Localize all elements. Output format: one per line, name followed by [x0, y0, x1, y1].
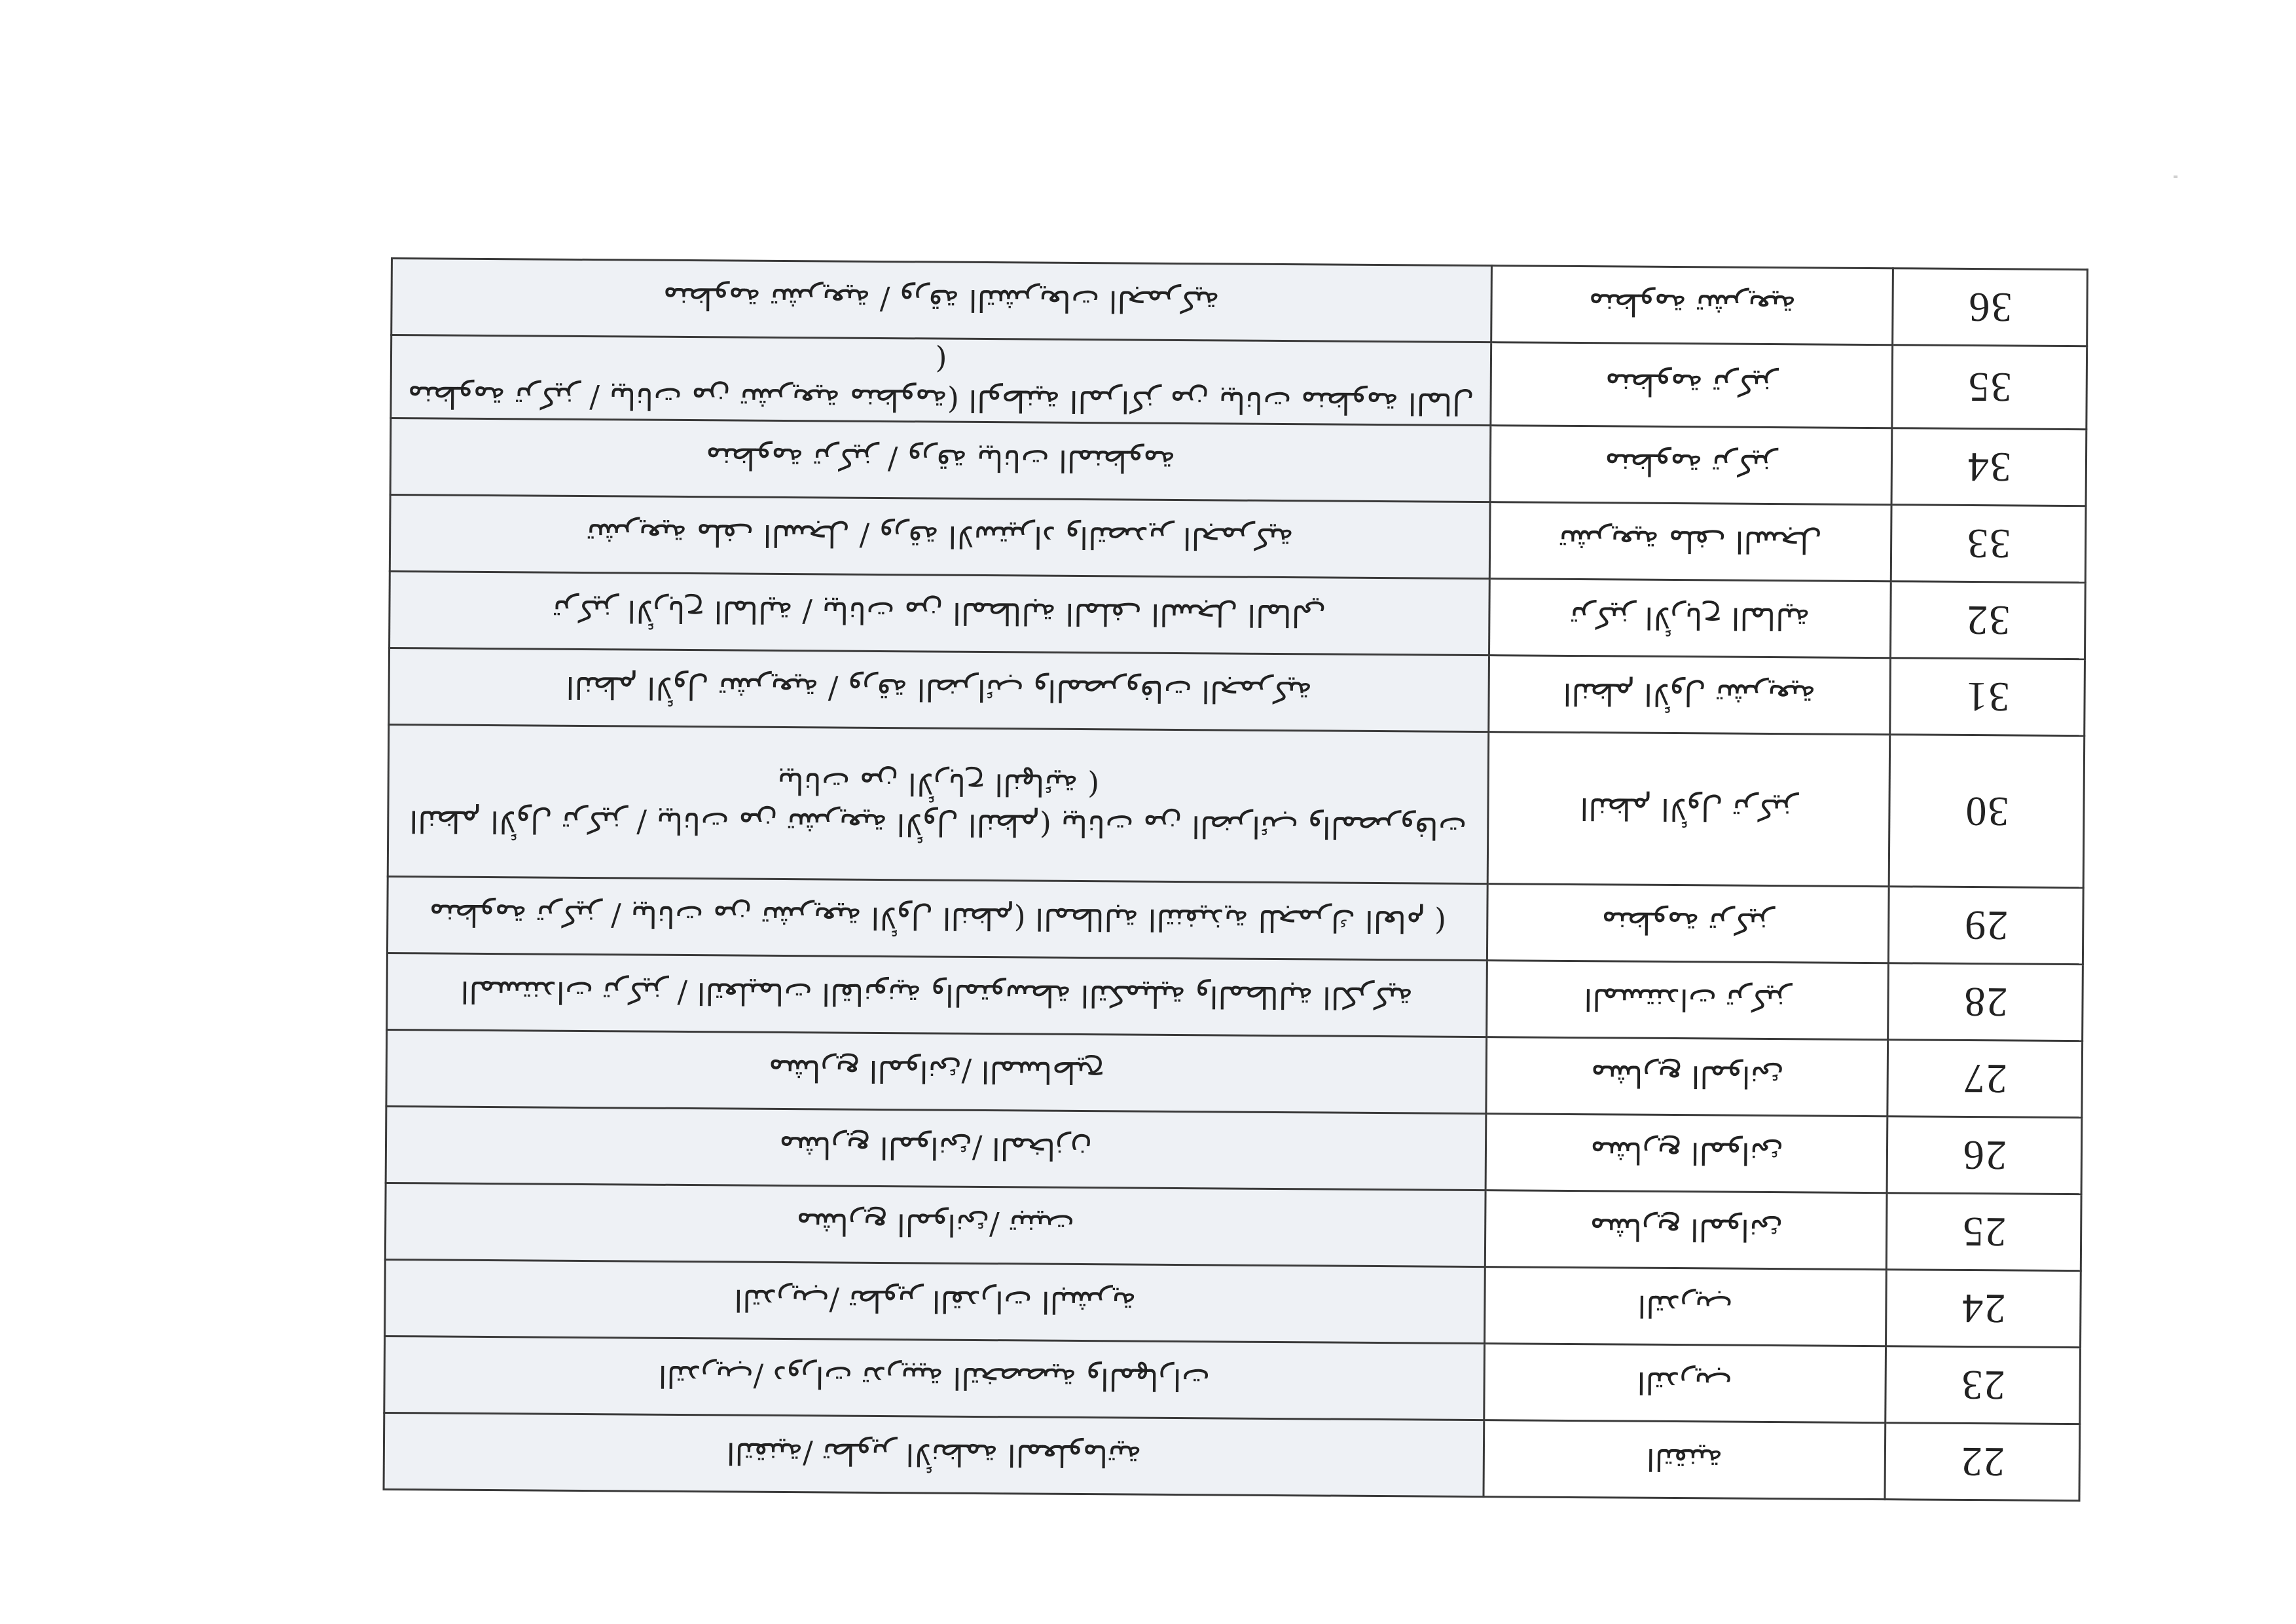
row-number-cell	[1891, 428, 2086, 506]
description-text: ﺗﺮﻛﻴﺰ ﺍﻷﺭﺑﺎﺡ ﺍﻟﻤﺎﻟﻴﺔ / ﺑﻴﺎﻧﺎﺕ ﻣﻦ ﺍﻟﻤﻄﺎﻟﺒﺔ ﺍﻟﻤﻠﻒ ﺍﻟﺴﺠﻞ ﺍﻟﻤﺎﻟﻲ	[553, 593, 1326, 634]
row-number: 22	[1959, 1439, 2005, 1486]
category-text: ﺍﻟﻨﻈﻢ ﺍﻷﻭﻝ ﺗﺸﺮﻳﻌﻴﺔ	[1563, 676, 1816, 714]
description-text: ﺍﻟﻤﺴﺘﻨﺪﺍﺕ ﺗﺮﻛﻴﺰ / ﺍﻟﺘﻌﻠﻴﻤﺎﺕ ﺍﻟﻘﺎﻧﻮﻧﻴﺔ ﻭﺍﻟﻤﺘﻮﺳﻄﺔ ﺍﻟﺘﻜﻤﻴﻠﻴﺔ ﻭﺍﻟﻤﻄﺎﻟﺒﺔ ﺍﻟﻜﺮﻛﻴﺔ	[460, 974, 1413, 1016]
category-text: ﺍﻟﺘﻘﻨﻴﺔ	[1646, 1441, 1723, 1478]
table-row	[387, 953, 2083, 1041]
table-row	[390, 418, 2086, 506]
category-text: ﻣﺸﺎﺭﻳﻊ ﺍﻟﻤﻮﺍﻧﺊ	[1589, 1211, 1783, 1249]
category-text: ﻣﺸﺎﺭﻳﻊ ﺍﻟﻤﻮﺍﻧﺊ	[1590, 1135, 1783, 1172]
row-number-cell	[1886, 1193, 2081, 1271]
description-cell	[385, 1183, 1485, 1267]
category-cell	[1484, 1344, 1886, 1423]
description-text: ﺍﻟﻨﻈﻢ ﺍﻷﻭﻝ ﺗﺸﺮﻳﻌﻴﺔ / ﻭﺭﻗﺔ ﺍﻟﻀﺮﺍﺋﺐ ﻭﺍﻟﻤﺼﺮﻭﻓﺎﺕ ﺍﻟﺠﻤﺮﻛﻴﺔ	[566, 670, 1313, 710]
row-number-cell	[1889, 735, 2085, 888]
table-row	[390, 572, 2086, 659]
row-number-cell	[1885, 1423, 2080, 1501]
row-number-cell	[1893, 268, 2088, 346]
category-text: ﺗﺮﻛﻴﺰ ﺍﻷﺭﺑﺎﺡ ﺍﻟﻤﺎﻟﻴﺔ	[1570, 600, 1810, 637]
scan-speck	[2174, 175, 2178, 178]
row-number-cell	[1887, 1116, 2082, 1194]
table-row	[385, 1260, 2081, 1348]
category-cell	[1490, 426, 1892, 505]
description-text: ﻣﺸﺎﺭﻳﻊ ﺍﻟﻤﻮﺍﻧﺊ/ ﺍﻟﻤﺴﺎﻃﻴﺢ	[768, 1053, 1105, 1091]
description-cell	[389, 648, 1489, 732]
row-number: 23	[1960, 1362, 2005, 1409]
row-number: 30	[1964, 788, 2009, 836]
category-text: ﻣﻨﻈﻮﻣﺔ ﺗﺸﺮﻳﻌﻴﺔ	[1588, 287, 1796, 324]
table-row	[391, 335, 2087, 430]
description-text: ﻣﺸﺎﺭﻳﻊ ﺍﻟﻤﻮﺍﻧﺊ/ ﺍﻟﻤﺨﺎﺯﻥ	[779, 1130, 1093, 1168]
description-cell	[390, 495, 1490, 579]
category-text: ﻣﻨﻈﻮﻣﺔ ﺗﺮﻛﻴﺰ	[1605, 367, 1778, 404]
description-text: ﻣﻨﻈﻮﻣﺔ ﺗﺮﻛﻴﺰ / ﻭﺭﻗﺔ ﺑﻴﺎﻧﺎﺕ ﺍﻟﻤﻨﻈﻮﻣﺔ	[705, 441, 1176, 480]
description-text: ﻣﻨﻈﻮﻣﺔ ﺗﺸﺮﻳﻌﻴﺔ / ﻭﺭﻗﺔ ﺍﻟﺘﺸﺮﻳﻌﺎﺕ ﺍﻟﺠﻤﺮﻛﻴﺔ	[663, 280, 1220, 320]
category-text: ﺍﻟﺘﺪﺭﻳﺐ	[1637, 1365, 1733, 1401]
description-text: ﺍﻟﻨﻈﻢ ﺍﻷﻭﻝ ﺗﺮﻛﻴﺰ / ﺑﻴﺎﻧﺎﺕ ﻣﻦ ﺗﺸﺮﻳﻌﻴﺔ ﺍﻷﻭﻝ ﺍﻟﻨﻈﻢ) ﺑﻴﺎﻧﺎﺕ ﻣﻦ ﺍﻟﻀﺮﺍﺋﺐ ﻭﺍﻟﻤﺼﺮﻭﻓﺎﺕ ﺑﻴﺎﻧﺎﺕ ﻣﻦ ﺍﻷﺭﺑﺎﺡ ﺍﻟﻨﻬﺎﺋﻴﺔ )	[409, 765, 1467, 846]
category-cell	[1485, 1267, 1887, 1346]
table-row	[388, 725, 2084, 888]
row-number-cell	[1890, 581, 2085, 659]
category-cell	[1484, 1420, 1886, 1500]
description-cell	[384, 1413, 1484, 1497]
description-text: ﻣﺸﺎﺭﻳﻊ ﺍﻟﻤﻮﺍﻧﺊ/ ﺗﺒﻨﻴﺖ	[796, 1206, 1075, 1244]
table-row	[386, 1107, 2082, 1194]
category-cell	[1491, 342, 1893, 428]
row-number-cell	[1886, 1270, 2081, 1348]
table-row	[389, 648, 2085, 736]
table-row	[384, 1413, 2080, 1501]
row-number: 26	[1961, 1132, 2007, 1179]
description-cell	[390, 418, 1491, 502]
category-cell	[1489, 502, 1891, 581]
row-number-cell	[1887, 1040, 2083, 1118]
table-row	[385, 1183, 2081, 1271]
row-number: 29	[1963, 902, 2009, 950]
description-text: ﻣﻨﻈﻮﻣﺔ ﺗﺮﻛﻴﺰ / ﺑﻴﺎﻧﺎﺕ ﻣﻦ ﺗﺸﺮﻳﻌﻴﺔ ﺍﻷﻭﻝ ﺍﻟﻨﻈﻢ) ﺍﻟﻤﻄﺎﻟﺒﺔ ﺍﻟﺘﻨﻔﻴﺬﻳﺔ ﻟﻠﺠﻤﺮﻙ ﺍﻟﻌﺎﻡ )	[428, 897, 1446, 940]
category-text: ﻣﻨﻈﻮﻣﺔ ﺗﺮﻛﻴﺰ	[1601, 905, 1775, 942]
category-cell	[1487, 884, 1889, 963]
category-text: ﺍﻟﺘﺪﺭﻳﺐ	[1637, 1288, 1734, 1325]
description-text: ﺗﺸﺮﻳﻌﻴﺔ ﻣﻠﻒ ﺍﻟﺴﺠﻞ / ﻭﺭﻗﺔ ﺍﻻﺳﺘﻴﺮﺍﺩ ﻭﺍﻟﺘﺼﺪﻳﺮ ﺍﻟﺠﻤﺮﻛﻴﺔ	[586, 517, 1294, 557]
category-text: ﺗﺸﺮﻳﻌﻴﺔ ﻣﻠﻒ ﺍﻟﺴﺠﻞ	[1559, 523, 1823, 561]
row-number-cell	[1892, 345, 2087, 430]
row-number: 33	[1965, 521, 2011, 568]
row-number: 31	[1965, 674, 2010, 721]
category-cell	[1489, 579, 1891, 658]
description-cell	[392, 259, 1492, 342]
table-row	[386, 1030, 2083, 1118]
description-text: ﺍﻟﺘﻘﻨﻴﺔ/ ﺗﻄﻮﻳﺮ ﺍﻷﻧﻈﻤﺔ ﺍﻟﻤﻌﻠﻮﻣﺎﺗﻴﺔ	[726, 1435, 1142, 1474]
description-text: ﺍﻟﺘﺪﺭﻳﺐ/ ﺗﻄﻮﻳﺮ ﺍﻟﻘﺪﺭﺍﺕ ﺍﻟﺒﺸﺮﻳﺔ	[733, 1282, 1137, 1321]
category-cell	[1486, 1037, 1888, 1116]
category-cell	[1491, 266, 1893, 345]
table-row	[387, 877, 2083, 965]
category-cell	[1487, 961, 1889, 1040]
description-cell	[385, 1260, 1485, 1344]
category-text: ﻣﺸﺎﺭﻳﻊ ﺍﻟﻤﻮﺍﻧﺊ	[1590, 1058, 1784, 1096]
category-cell	[1485, 1190, 1887, 1270]
row-number: 34	[1966, 444, 2012, 491]
row-number: 28	[1963, 979, 2008, 1026]
description-text: ﺍﻟﺘﺪﺭﻳﺐ/ ﺩﻭﺭﺍﺕ ﺗﺪﺭﻳﺒﻴﺔ ﺍﻟﺘﺨﺼﺼﻴﺔ ﻭﺍﻟﻤﻬﺎﺭﺍﺕ	[658, 1358, 1211, 1398]
category-text: ﺍﻟﻤﺴﺘﻨﺪﺍﺕ ﺗﺮﻛﻴﺰ	[1584, 982, 1791, 1019]
description-cell	[384, 1337, 1485, 1420]
description-cell	[387, 877, 1487, 961]
description-text: ﻣﻨﻈﻮﻣﺔ ﺗﺮﻛﻴﺰ / ﺑﻴﺎﻧﺎﺕ ﻣﻦ ﺗﺸﺮﻳﻌﻴﺔ ﻣﻨﻈﻮﻣﺔ) ﺍﻟﻮﻃﻨﻴﺔ ﺍﻟﻤﺮﺍﻛﺰ ﻣﻦ ﺑﻴﺎﻧﺎﺕ ﻣﻨﻈﻮﻣﺔ ﺍﻟﻤﺎﻝ )	[407, 342, 1474, 422]
description-cell	[388, 725, 1489, 884]
row-number-cell	[1890, 658, 2085, 736]
row-number-cell	[1888, 963, 2083, 1041]
category-cell	[1489, 655, 1891, 735]
row-number: 27	[1962, 1056, 2007, 1103]
category-cell	[1487, 732, 1890, 887]
row-number-cell	[1886, 1346, 2081, 1424]
category-text: ﻣﻨﻈﻮﻣﺔ ﺗﺮﻛﻴﺰ	[1605, 447, 1777, 484]
description-cell	[386, 1030, 1487, 1114]
row-number-cell	[1891, 505, 2086, 583]
upside-down-index-table	[383, 257, 2088, 1502]
category-cell	[1485, 1114, 1887, 1193]
row-number: 25	[1961, 1209, 2007, 1256]
description-cell	[386, 1107, 1486, 1190]
description-cell	[391, 335, 1491, 426]
table-row	[392, 259, 2088, 346]
row-number: 24	[1961, 1285, 2006, 1333]
table-row	[390, 495, 2086, 583]
row-number: 35	[1967, 364, 2012, 411]
row-number: 36	[1967, 284, 2013, 331]
category-text: ﺍﻟﻨﻈﻢ ﺍﻷﻭﻝ ﺗﺮﻛﻴﺰ	[1580, 790, 1798, 828]
description-cell	[390, 572, 1490, 655]
row-number-cell	[1888, 887, 2083, 965]
row-number: 32	[1965, 597, 2011, 644]
description-cell	[387, 953, 1487, 1037]
table-row	[384, 1337, 2081, 1424]
